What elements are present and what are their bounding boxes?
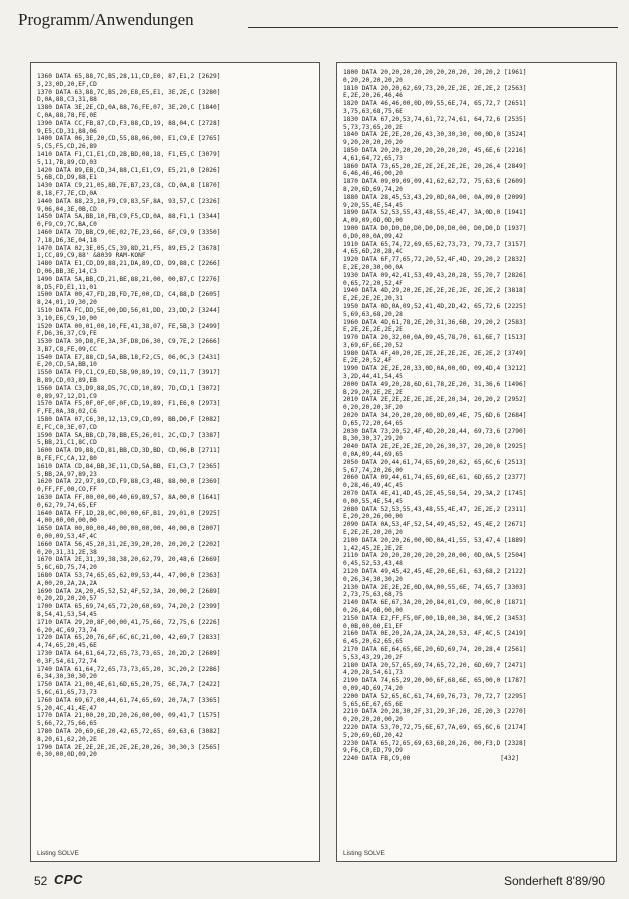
page-header (18, 8, 618, 34)
code-line: 6,34,30,30,30,20 (37, 673, 97, 681)
code-line: 9,E5,CD,31,88,06 (37, 127, 97, 135)
code-line: 2120 DATA 49,45,42,45,4E,20,6E,61, 63,68,2 [2122] (343, 568, 527, 575)
code-line: 1880 DATA 28,45,53,43,29,0D,0A,00, 0A,09,0 [2099] (343, 193, 527, 201)
code-line: 1970 DATA 20,32,00,0A,09,45,78,70, 61,6E,7 [1513] (343, 334, 527, 342)
code-line: 2010 DATA 2E,2E,2E,2E,2E,2E,20,34, 20,20,2 [2952] (343, 396, 527, 404)
code-line: E,2E,20,52,4F (343, 357, 392, 365)
code-line: 9,F6,C0,ED,79,D9 (343, 747, 403, 755)
code-line: 0,00,09,53,4F,4C (37, 533, 97, 541)
code-listing-right (337, 69, 616, 763)
code-line: 1890 DATA 52,53,55,43,48,55,4E,47, 3A,0D,0 [1941] (343, 209, 527, 217)
code-line: 1640 DATA FF,1D,28,0C,00,00,6F,B1, 29,01,0 [2925] (37, 509, 221, 517)
code-line: E,2E,20,26,46,46 (343, 92, 403, 100)
code-line: 1860 DATA 73,65,20,2E,2E,2E,2E,2E, 20,26,4 [2849] (343, 162, 527, 170)
listing-panel-right (336, 62, 617, 862)
code-line: 1740 DATA 61,64,72,65,73,73,65,20, 3C,20,2 [2286] (37, 665, 221, 673)
code-line: 1390 DATA CC,FB,87,CD,F3,88,CD,19, 88,04,C [2728] (37, 119, 221, 127)
code-line: 1770 DATA 21,00,20,2D,20,26,00,00, 09,41,7 [1575] (37, 712, 221, 720)
code-line: 1910 DATA 65,74,72,69,65,62,73,73, 79,73,7 [3157] (343, 240, 527, 248)
code-line: 6,46,46,46,00,20 (343, 170, 403, 178)
code-line: 1670 DATA 2E,31,39,38,38,20,62,79, 20,48,6 [2669] (37, 556, 221, 564)
code-line: 1430 DATA C9,21,05,8B,7E,B7,23,C8, CD,0A,8 [1870] (37, 182, 221, 190)
code-line: 1360 DATA 65,88,7C,B5,28,11,CD,E0, 87,E1,2 [2629] (37, 73, 221, 80)
code-line: 1660 DATA 56,45,20,31,2E,39,20,20, 20,20,2 [2202] (37, 540, 221, 548)
code-line: 1470 DATA 02,3E,05,C5,39,8D,21,F5, 89,E5,2 [3678] (37, 244, 221, 252)
code-line: 9,06,04,3E,0B,CD (37, 205, 97, 213)
code-line: 6,20,4C,69,73,74 (37, 626, 97, 634)
code-line: 2090 DATA 0A,53,4F,52,54,49,45,52, 45,4E,2 [2671] (343, 521, 527, 529)
code-line: 5,11,7B,89,CD,03 (37, 158, 97, 166)
code-line: 1900 DATA D0,D0,D0,D0,D0,D0,D0,00, D0,D0,D [1937] (343, 224, 527, 232)
code-line: 0,00,55,4E,54,45 (343, 497, 403, 505)
code-line: 5,6B,CD,D9,88,E1 (37, 174, 97, 182)
listing-panel-left (30, 62, 320, 862)
code-line: 1370 DATA 63,88,7C,B5,20,E8,E5,E1, 3E,2E,C [3280] (37, 88, 221, 96)
code-line: 1920 DATA 6F,77,65,72,20,52,4F,4D, 29,20,2 [2832] (343, 256, 527, 264)
code-line: 1940 DATA 4D,29,20,2E,2E,2E,2E,2E, 2E,2E,2 [3818] (343, 287, 527, 295)
code-line: 0,20,2D,20,20,57 (37, 595, 97, 603)
code-line: 1380 DATA 3E,2E,CD,0A,88,76,FE,07, 3E,20,C [1840] (37, 104, 221, 112)
code-line: 1930 DATA 09,42,41,53,49,43,20,28, 55,70,7 [2826] (343, 271, 527, 279)
code-line: 1690 DATA 2A,20,45,52,52,4F,52,3A, 20,00,2 [2689] (37, 587, 221, 595)
code-line: 0,0A,09,44,69,65 (343, 451, 403, 459)
issue-label: Sonderheft 8'89/90 (503, 874, 605, 888)
code-line: 1410 DATA F1,C1,E1,CD,2B,BD,08,18, F1,E5,C [3079] (37, 150, 221, 158)
code-line: 4,74,65,20,45,6E (37, 642, 97, 650)
code-line: 2210 DATA 20,28,30,2F,31,29,3F,20, 2E,20,3 [2270] (343, 708, 527, 716)
code-line: 1,42,45,2E,2E,2E (343, 544, 403, 552)
code-line: 1500 DATA 00,47,FD,2B,FD,7E,00,CD, C4,88,D [2605] (37, 291, 221, 299)
code-line: 6,45,20,62,65,65 (343, 638, 403, 646)
code-line: 1590 DATA 5A,BB,CD,78,BB,E5,26,01, 2C,CD,7 [3387] (37, 431, 221, 439)
code-line: E,2E,2E,2E,20,31 (343, 295, 403, 303)
code-line: 3,10,E6,C9,10,00 (37, 314, 97, 322)
code-line: 0,89,97,12,D1,C9 (37, 392, 97, 400)
code-line: 1570 DATA F5,0F,0F,0F,0F,CD,19,89, F1,E6,0 [2973] (37, 400, 221, 408)
code-line: 0,65,72,20,52,4F (343, 279, 403, 287)
code-line: 3,69,6F,6E,20,52 (343, 341, 403, 349)
code-line: B,30,30,37,29,20 (343, 435, 403, 443)
code-line: 3,2D,44,41,54,45 (343, 373, 403, 381)
code-line: 2020 DATA 34,20,20,20,00,0D,09,4E, 75,6D,6 [2684] (343, 412, 527, 420)
code-line: 1,CC,89,C9,88' &8039 RAM-KONF (37, 252, 146, 260)
code-line: 5,53,43,29,20,2F (343, 653, 403, 661)
code-line: 8,20,6D,69,74,20 (343, 185, 403, 193)
code-line: C,0A,88,78,FE,0E (37, 111, 97, 119)
code-line: 0,62,79,74,65,EF (37, 501, 97, 509)
code-line: E,2E,2E,2E,2E,2E (343, 326, 403, 334)
code-line: 1720 DATA 65,20,76,6F,6C,6C,21,00, 42,69,7 [2833] (37, 634, 221, 642)
code-line: 2080 DATA 52,53,55,43,48,55,4E,47, 2E,2E,2 [2311] (343, 505, 527, 513)
code-line: 1750 DATA 21,00,4E,61,6D,65,20,75, 6E,7A,7 [2422] (37, 681, 221, 689)
code-line: 1580 DATA 07,C6,30,12,13,C9,CD,09, BB,D0,F [2082] (37, 416, 221, 424)
code-line: F,D6,36,37,C9,FE (37, 330, 97, 338)
page-number: 52 (34, 874, 48, 888)
code-line: 1730 DATA 64,61,64,72,65,73,73,65, 20,2D,2 [2689] (37, 649, 221, 657)
code-line: 5,67,74,20,26,00 (343, 466, 403, 474)
code-line: 5,73,73,65,20,2E (343, 123, 403, 131)
code-line: 5,20,69,6D,20,42 (343, 731, 403, 739)
code-line: 1950 DATA 0D,0A,09,52,41,4D,2D,42, 65,72,6 [2225] (343, 302, 527, 310)
code-line: 1420 DATA 89,EB,CD,34,88,C1,E1,C9, E5,21,0 [2026] (37, 166, 221, 174)
code-line: 1520 DATA 00,01,00,10,FE,41,38,07, FE,5B,3 [2499] (37, 322, 221, 330)
code-line: 1560 DATA C3,D9,88,D5,7C,CD,10,89, 7D,CD,1 [3072] (37, 384, 221, 392)
code-line: 1780 DATA 20,69,6E,20,42,65,72,65, 69,63,6 [3082] (37, 727, 221, 735)
code-line: A,09,09,0D,0D,00 (343, 217, 403, 225)
code-line: 2180 DATA 20,57,65,69,74,65,72,20, 6D,69,7 [2471] (343, 661, 527, 669)
code-line: 1820 DATA 46,46,00,0D,09,55,6E,74, 65,72,7 [2651] (343, 100, 527, 108)
code-line: 3,B7,C8,FE,09,CC (37, 345, 97, 353)
code-line: 1530 DATA 30,D8,FE,3A,3F,D8,D6,30, C9,7E,2 [2666] (37, 338, 221, 346)
code-line: E,20,20,26,00,00 (343, 513, 403, 521)
code-line: 2230 DATA 65,72,65,69,63,68,20,26, 00,F3,D [2328] (343, 739, 527, 747)
code-line: B,29,20,2E,2E,2E (343, 388, 403, 396)
code-line: 4,65,6D,20,28,4C (343, 248, 403, 256)
code-line: 1980 DATA 4F,40,20,2E,2E,2E,2E,2E, 2E,2E,2 [3749] (343, 349, 527, 357)
code-line: 8,18,F7,7E,CD,0A (37, 189, 97, 197)
code-line: 1480 DATA E1,CD,D9,88,21,DA,89,CD, D9,88,C [2266] (37, 260, 221, 268)
code-line: 2220 DATA 53,70,72,75,6E,67,7A,69, 65,6C,6 [2174] (343, 723, 527, 731)
code-line: 5,65,6E,67,65,6E (343, 700, 403, 708)
code-line: A,00,20,2A,2A,2A (37, 579, 97, 587)
code-line: 2050 DATA 20,44,61,74,65,69,20,62, 65,6C,6 [2513] (343, 458, 527, 466)
code-line: E,FC,C0,3E,07,CD (37, 423, 97, 431)
code-line: 1600 DATA D9,88,CD,81,BB,CD,3D,BD, CD,06,B [2711] (37, 447, 221, 455)
code-line: 4,00,00,00,00,00 (37, 517, 97, 525)
code-line: 1800 DATA 20,20,20,20,20,20,20,20, 20,20,2 [1961] (343, 69, 527, 76)
code-line: 0,20,20,20,3F,20 (343, 404, 403, 412)
code-line: 2190 DATA 74,65,29,20,00,6F,68,6E, 65,00,0 [1787] (343, 677, 527, 685)
code-line: 5,6C,61,65,73,73 (37, 688, 97, 696)
code-line: 8,D5,FD,E1,11,01 (37, 283, 97, 291)
code-line: F,FE,0A,38,02,C6 (37, 408, 97, 416)
code-line: 5,BB,21,C1,8C,CD (37, 439, 97, 447)
code-line: 8,54,41,53,54,45 (37, 610, 97, 618)
code-line: 2200 DATA 52,65,6C,61,74,69,76,73, 70,72,7 [2295] (343, 692, 527, 700)
code-line: 0,F9,C9,7C,BA,C0 (37, 221, 97, 229)
code-line: 0,45,52,53,43,48 (343, 560, 403, 568)
code-line: 2160 DATA 0E,20,2A,2A,2A,2A,20,53, 4F,4C,5 [2419] (343, 630, 527, 638)
code-line: 1830 DATA 67,20,53,74,61,72,74,61, 64,72,6 [2535] (343, 115, 527, 123)
code-line: D,0A,88,C3,31,88 (37, 96, 97, 104)
code-line: 2060 DATA 09,44,61,74,65,69,6E,61, 6D,65,2 [2377] (343, 474, 527, 482)
code-line: 1460 DATA 7D,BB,C9,0E,02,7E,23,66, 6F,C9,9 [3350] (37, 228, 221, 236)
code-line: 0,0B,00,00,E1,EF (343, 622, 403, 630)
code-line: E,2E,2E,20,20,20 (343, 529, 403, 537)
code-line: 5,6C,6D,75,74,20 (37, 564, 97, 572)
code-line: 4,20,28,54,61,73 (343, 669, 403, 677)
magazine-logo: CPC (54, 872, 83, 887)
code-line: E,2E,20,30,00,0A (343, 263, 403, 271)
code-line: 2000 DATA 49,20,28,6D,61,78,2E,20, 31,36,6 [1496] (343, 380, 527, 388)
code-line: 1400 DATA 06,3E,20,CD,55,88,06,00, E1,C9,E [2765] (37, 135, 221, 143)
code-line: 0,D0,00,0A,09,42 (343, 232, 403, 240)
code-line: 1870 DATA 09,09,09,09,41,62,62,72, 75,63,6 [2609] (343, 178, 527, 186)
code-line: 1790 DATA 2E,2E,2E,2E,2E,2E,20,26, 30,30,3 [2565] (37, 743, 221, 751)
code-line: 5,20,4C,41,4E,47 (37, 704, 97, 712)
code-line: 2140 DATA 6E,67,3A,20,20,84,01,C9, 00,0C,0 [1871] (343, 599, 527, 607)
code-line: 2130 DATA 2E,2E,2E,0D,0A,00,55,6E, 74,65,7 [3303] (343, 583, 527, 591)
header-rule (248, 27, 618, 28)
code-line: 1850 DATA 20,20,20,20,20,20,20,20, 45,6E,6 [2216] (343, 146, 527, 154)
code-line: 1490 DATA 5A,BB,CD,21,BE,88,21,00, 00,B7,C [2276] (37, 275, 221, 283)
code-line: 5,66,72,75,66,65 (37, 720, 97, 728)
code-line: 1440 DATA 88,23,10,F9,C9,83,5F,8A, 93,57,C [2326] (37, 197, 221, 205)
code-line: D,06,BB,3E,14,C3 (37, 267, 97, 275)
code-line: 0,26,84,0B,00,00 (343, 606, 403, 614)
code-line: 0,09,4D,69,74,20 (343, 684, 403, 692)
code-line: 2070 DATA 4E,41,4D,45,2E,45,58,54, 29,3A,2 [1745] (343, 490, 527, 498)
code-line: 0,20,20,20,00,20 (343, 716, 403, 724)
code-line: 1700 DATA 65,69,74,65,72,20,60,69, 74,20,2 [2399] (37, 603, 221, 611)
code-line: 2110 DATA 20,20,20,20,20,20,20,00, 0D,0A,5 [2504] (343, 552, 527, 560)
code-line: 1840 DATA 2E,2E,20,26,43,30,30,30, 00,0D,0 [3524] (343, 131, 527, 139)
code-line: 2030 DATA 73,20,52,4F,4D,20,28,44, 69,73,6 [2790] (343, 427, 527, 435)
code-line: 9,20,55,4E,54,45 (343, 201, 403, 209)
code-line: 0,3F,54,61,72,74 (37, 657, 97, 665)
code-line: 2170 DATA 6E,64,65,6E,20,6D,69,74, 20,28,4 [2561] (343, 645, 527, 653)
code-line: 1620 DATA 22,97,89,CD,F9,88,C3,4B, 88,00,0 [2369] (37, 478, 221, 486)
code-line: 2240 DATA FB,C9,00 [432] (343, 755, 520, 763)
code-line: 0,26,34,30,30,20 (343, 575, 403, 583)
code-line: 5,BB,2A,97,89,23 (37, 470, 97, 478)
code-line: 8,24,01,19,30,20 (37, 299, 97, 307)
code-line: D,65,72,20,64,65 (343, 419, 403, 427)
code-line: 0,28,46,49,4C,45 (343, 482, 403, 490)
code-line: 1680 DATA 53,74,65,65,62,09,53,44, 47,00,0 [2363] (37, 572, 221, 579)
code-line: 4,61,64,72,65,73 (343, 154, 403, 162)
code-line: 0,20,31,31,2E,38 (37, 548, 97, 556)
code-line: 1610 DATA CD,84,BB,3E,11,CD,5A,BB, E1,C3,7 [2365] (37, 462, 221, 470)
code-line: 3,23,0D,20,EF,CD (37, 80, 97, 88)
code-line: 1710 DATA 29,20,8F,00,00,41,75,66, 72,75,6 [2226] (37, 618, 221, 626)
code-line: E,20,CD,5A,BB,10 (37, 361, 97, 369)
listing-caption-right: Listing SOLVE (343, 850, 385, 857)
code-line: 1810 DATA 20,20,62,69,73,20,2E,2E, 2E,2E,2 [2563] (343, 84, 527, 92)
code-line: 1650 DATA 00,00,00,40,00,00,00,00, 40,00,0 [2007] (37, 525, 221, 533)
code-line: 1960 DATA 4D,61,78,2E,20,31,36,6B, 29,20,2 [2583] (343, 318, 527, 326)
code-line: B,FE,FC,CA,12,80 (37, 455, 97, 463)
listing-caption-left: Listing SOLVE (37, 850, 79, 857)
code-line: 2040 DATA 2E,2E,2E,2E,20,26,30,37, 20,20,0 [2925] (343, 443, 527, 451)
code-line: 2,73,75,63,68,75 (343, 591, 403, 599)
code-line: 1550 DATA F9,C1,C9,ED,5B,90,89,19, C9,11,7 [3917] (37, 369, 221, 377)
code-line: 7,18,D6,3E,04,18 (37, 236, 97, 244)
code-line: 0,30,00,0D,09,20 (37, 751, 97, 759)
code-line: 1510 DATA FC,DD,5E,00,DD,56,01,DD, 23,DD,2 [3244] (37, 306, 221, 314)
code-line: 1760 DATA 69,67,00,44,61,74,65,69, 20,7A,7 [3365] (37, 696, 221, 704)
section-title: Programm/Anwendungen (18, 10, 194, 29)
code-line: 2150 DATA E2,FF,F5,0F,00,1B,00,30, 84,9E,2 [3453] (343, 614, 527, 622)
code-line: 0,20,20,20,20,20 (343, 76, 403, 84)
code-line: 0,FF,FF,00,CO,FF (37, 486, 97, 494)
code-line: 2100 DATA 20,20,26,00,0D,0A,41,55, 53,47,4 [1889] (343, 536, 527, 544)
page-footer (0, 872, 629, 892)
code-line: B,89,CD,03,89,EB (37, 377, 97, 385)
code-line: 8,20,61,62,20,2E (37, 735, 97, 743)
code-line: 1630 DATA FF,00,00,00,40,69,89,57, 8A,00,0 [1641] (37, 494, 221, 502)
code-line: 9,20,20,20,20,20 (343, 139, 403, 147)
code-line: 5,69,63,68,20,28 (343, 310, 403, 318)
code-line: 5,C5,F5,CD,26,89 (37, 143, 97, 151)
code-line: 1540 DATA E7,88,CD,5A,BB,18,F2,C5, 06,0C,3 [2431] (37, 353, 221, 361)
code-line: 1450 DATA 5A,BB,10,FB,C9,F5,CD,0A, 88,F1,1 [3344] (37, 213, 221, 221)
code-listing-left (31, 73, 319, 759)
code-line: 3,75,63,68,75,6E (343, 107, 403, 115)
code-line: 1990 DATA 2E,2E,20,33,0D,0A,00,0D, 09,4D,4 [3212] (343, 365, 527, 373)
